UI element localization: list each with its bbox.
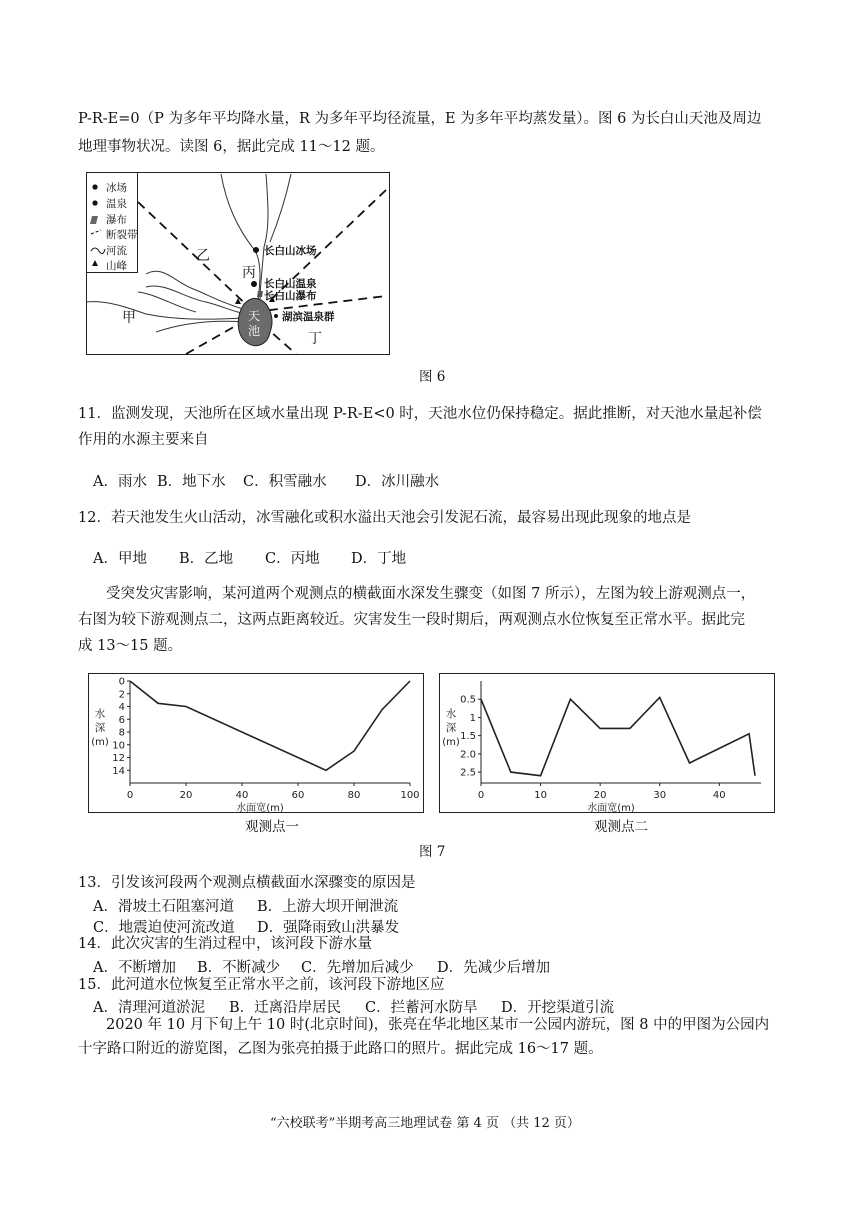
x-axis-label: 水面宽(m) [587, 803, 635, 813]
legend-peak: 山峰 [106, 260, 127, 272]
x-tick-label: 10 [534, 790, 547, 801]
q13-option-c[interactable]: C．地震迫使河流改道 [93, 920, 235, 936]
q15-option-c[interactable]: C．拦蓄河水防旱 [365, 1000, 478, 1016]
y-axis-label-2: 深 [94, 722, 106, 734]
q14-option-d[interactable]: D．先减少后增加 [437, 960, 551, 976]
chart-observation-point-1 [88, 673, 424, 813]
hotspring-icon [251, 281, 257, 287]
q12-option-d[interactable]: D．丁地 [351, 551, 407, 567]
y-tick-label: 1.5 [460, 731, 476, 743]
q11-option-c[interactable]: C．积雪融水 [243, 474, 327, 490]
icefield-label: 长白山冰场 [264, 245, 317, 257]
legend-waterfall: 瀑布 [106, 214, 127, 226]
q11-option-a[interactable]: A．雨水 [93, 474, 147, 490]
q14-option-b[interactable]: B．不断减少 [197, 960, 281, 976]
place-bing: 丙 [242, 265, 256, 281]
lakeside-label: 湖滨温泉群 [282, 311, 335, 323]
q15-options [93, 996, 614, 1017]
legend-river: 河流 [106, 245, 127, 257]
y-tick-label: 2 [118, 689, 125, 701]
figure-6-caption: 图 6 [419, 369, 446, 385]
x-tick-label: 40 [235, 790, 249, 801]
q13-option-a[interactable]: A．滑坡土石阻塞河道 [93, 899, 234, 915]
q13-option-b[interactable]: B．上游大坝开闸泄流 [257, 899, 399, 915]
figure-6-map [86, 172, 390, 355]
legend-icefield: 冰场 [106, 182, 127, 194]
place-jia: 甲 [122, 310, 136, 326]
x-tick-label: 100 [400, 790, 420, 801]
y-tick-label: 10 [112, 740, 125, 752]
figure-7-caption: 图 7 [419, 844, 446, 860]
passage3-line-1: 2020 年 10 月下旬上午 10 时(北京时间)，张亮在华北地区某市一公园内游玩，图 8 中的甲图为公园内 [106, 1017, 770, 1033]
y-tick-label: 8 [118, 727, 125, 739]
x-tick-label: 20 [593, 790, 607, 801]
q12-stem: 12．若天池发生火山活动，冰雪融化或积水溢出天池会引发泥石流，最容易出现此现象的地点是 [78, 510, 691, 526]
q12-option-c[interactable]: C．丙地 [265, 551, 320, 567]
x-tick-label: 40 [712, 790, 726, 801]
chart-frame [89, 674, 424, 813]
y-tick-label: 2.0 [460, 749, 476, 761]
q11-stem-line-1: 11．监测发现，天池所在区域水量出现 P-R-E<0 时，天池水位仍保持稳定。据此推断，对天池水量起补偿 [78, 406, 762, 422]
x-tick-label: 30 [653, 790, 667, 801]
chart-2-caption: 观测点二 [594, 819, 648, 835]
y-tick-label: 14 [112, 765, 125, 777]
y-axis-label-1: 水 [94, 708, 106, 720]
y-tick-label: 12 [112, 753, 125, 764]
y-tick-label: 0.5 [460, 694, 476, 706]
hotspring-legend-icon [92, 200, 97, 205]
chart-observation-point-2 [439, 673, 775, 813]
place-ding: 丁 [308, 331, 322, 347]
q13-stem: 13．引发该河段两个观测点横截面水深骤变的原因是 [78, 875, 416, 891]
legend-hotspring: 温泉 [106, 198, 127, 210]
y-tick-label: 1 [469, 712, 476, 724]
hotspring-label: 长白山温泉 [264, 278, 317, 290]
q14-options [93, 956, 550, 977]
x-axis-label: 水面宽(m) [236, 803, 284, 813]
waterfall-label: 长白山瀑布 [264, 290, 317, 302]
q12-option-b[interactable]: B．乙地 [179, 551, 234, 567]
q15-option-d[interactable]: D．开挖渠道引流 [501, 1000, 615, 1016]
y-tick-label: 2.5 [460, 767, 476, 779]
y-tick-label: 6 [118, 714, 125, 726]
passage2-line-3: 成 13～15 题。 [78, 638, 183, 654]
y-axis-label-3: (m) [91, 737, 109, 748]
chart-1-caption: 观测点一 [245, 819, 299, 835]
q12-options [93, 547, 406, 568]
intro-line-1: P-R-E=0（P 为多年平均降水量，R 为多年平均径流量，E 为多年平均蒸发量）。图 6 为长白山天池及周边 [78, 111, 762, 127]
passage2-line-2: 右图为较下游观测点二，这两点距离较近。灾害发生一段时期后，两观测点水位恢复至正常水平。据此完 [78, 612, 745, 628]
x-tick-label: 60 [291, 790, 305, 801]
x-tick-label: 0 [126, 790, 134, 801]
intro-line-2: 地理事物状况。读图 6，据此完成 11～12 题。 [78, 139, 385, 155]
passage2-line-1: 受突发灾害影响，某河道两个观测点的横截面水深发生骤变（如图 7 所示），左图为较上游观测点一， [106, 586, 756, 602]
q12-option-a[interactable]: A．甲地 [93, 551, 147, 567]
q15-option-b[interactable]: B．迁离沿岸居民 [229, 1000, 342, 1016]
x-tick-label: 80 [347, 790, 361, 801]
q13-options-row-1 [93, 895, 398, 916]
x-tick-label: 0 [477, 790, 485, 801]
tianchi-label-1: 天 [248, 309, 261, 323]
q15-stem: 15．此河道水位恢复至正常水平之前，该河段下游地区应 [78, 977, 445, 993]
q15-option-a[interactable]: A．清理河道淤泥 [93, 1000, 205, 1016]
icefield-legend-icon [92, 184, 97, 189]
y-axis-label-1: 水 [445, 708, 457, 720]
icefield-icon [253, 247, 259, 253]
y-axis-label-3: (m) [442, 737, 460, 748]
place-yi: 乙 [196, 248, 210, 264]
y-tick-label: 0 [118, 676, 125, 688]
q11-option-d[interactable]: D．冰川融水 [355, 474, 440, 490]
q14-stem: 14．此次灾害的生消过程中，该河段下游水量 [78, 936, 372, 952]
page-footer: “六校联考”半期考高三地理试卷 第 4 页 （共 12 页） [270, 1116, 580, 1131]
x-tick-label: 20 [179, 790, 193, 801]
q11-option-b[interactable]: B．地下水 [157, 474, 226, 490]
q11-stem-line-2: 作用的水源主要来自 [78, 432, 209, 448]
y-tick-label: 4 [118, 702, 125, 713]
q14-option-c[interactable]: C．先增加后减少 [301, 960, 414, 976]
y-axis-label-2: 深 [445, 722, 457, 734]
q11-options [93, 470, 439, 491]
passage3-line-2: 十字路口附近的游览图，乙图为张亮拍摄于此路口的照片。据此完成 16～17 题。 [78, 1041, 603, 1057]
legend-fault: 断裂带 [106, 229, 138, 241]
waterfall-icon [257, 291, 263, 297]
lakeside-hotspring-icon [274, 314, 278, 318]
q13-option-d[interactable]: D．强降雨致山洪暴发 [257, 920, 400, 936]
q14-option-a[interactable]: A．不断增加 [93, 960, 176, 976]
tianchi-label-2: 池 [248, 324, 261, 338]
